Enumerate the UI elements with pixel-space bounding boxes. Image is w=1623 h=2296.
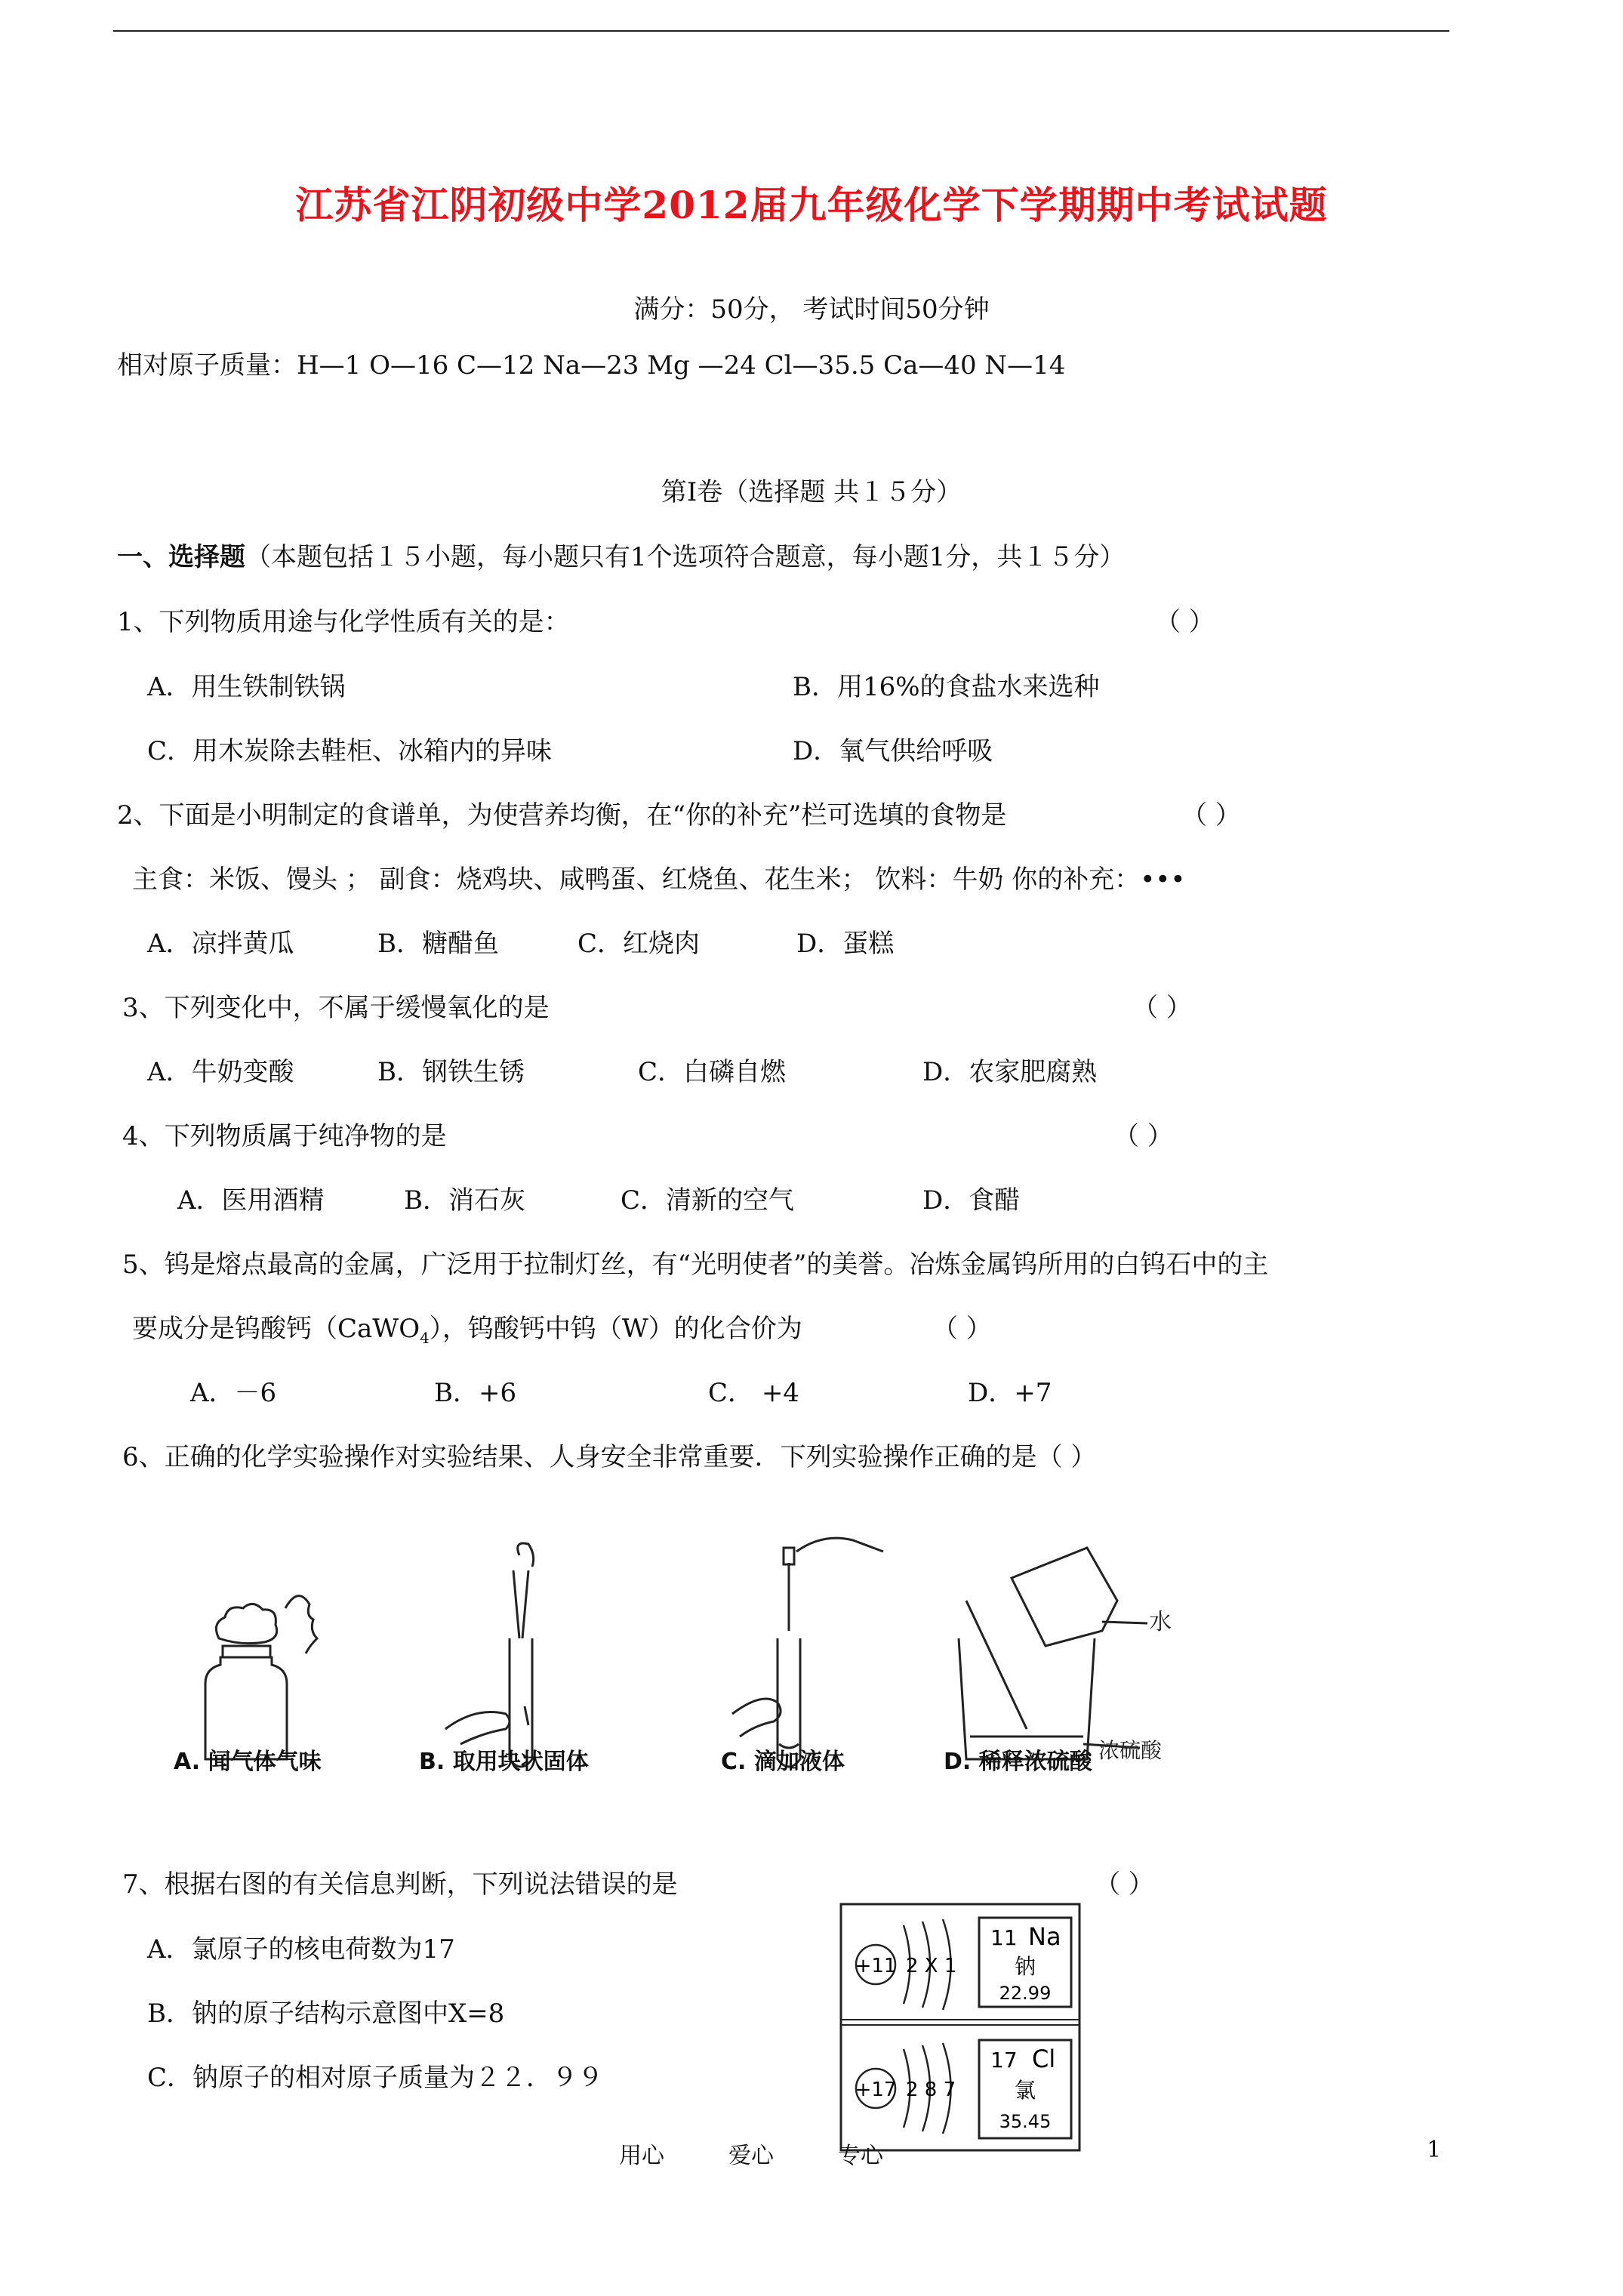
- q1-option-a: A．用生铁制铁锅: [147, 672, 346, 702]
- q1-option-c: C．用木炭除去鞋柜、冰箱内的异味: [147, 736, 553, 766]
- q4-option-a: A．医用酒精: [177, 1185, 325, 1216]
- q2-option-a: A．凉拌黄瓜: [147, 929, 294, 959]
- footer-motto-3: 专心: [838, 2143, 883, 2169]
- q4-answer-paren: （ ）: [1113, 1121, 1173, 1151]
- q3-option-b: B．钢铁生锈: [377, 1057, 525, 1087]
- q2-menu: 主食：米饭、馒头 ； 副食：烧鸡块、咸鸭蛋、红烧鱼、花生米； 饮料：牛奶 你的补充：•••: [132, 864, 1186, 895]
- q2-option-c: C．红烧肉: [577, 929, 701, 959]
- q4-option-b: B．消石灰: [404, 1185, 525, 1216]
- footer-motto-1: 用心: [619, 2143, 664, 2169]
- drop-liquid-illustration: [732, 1538, 883, 1767]
- q4-option-d: D．食醋: [922, 1185, 1021, 1216]
- cl-shells: 2 8 7: [906, 2079, 956, 2101]
- q2-option-b: B．糖醋鱼: [377, 929, 499, 959]
- cl-mass: 35.45: [999, 2111, 1052, 2132]
- q6-caption-a: A. 闻气体气味: [174, 1749, 322, 1775]
- q2-stem: 2、下面是小明制定的食谱单，为使营养均衡，在“你的补充”栏可选填的食物是: [117, 800, 1007, 831]
- na-symbol: Na: [1028, 1922, 1061, 1951]
- dilute-acid-illustration: [959, 1548, 1147, 1759]
- q5-stem-line1: 5、钨是熔点最高的金属，广泛用于拉制灯丝，有“光明使者”的美誉。冶炼金属钨所用的白钨石中的主: [122, 1250, 1269, 1280]
- q3-option-a: A．牛奶变酸: [147, 1057, 294, 1087]
- q1-answer-paren: （ ）: [1155, 607, 1215, 637]
- page-number: 1: [1427, 2137, 1442, 2163]
- q5-option-d: D．+7: [968, 1378, 1052, 1408]
- header-rule: [113, 30, 1449, 32]
- smell-gas-illustration: [205, 1596, 317, 1759]
- na-nucleus: +11: [855, 1955, 897, 1977]
- label-water: 水: [1149, 1609, 1172, 1635]
- part-title: 第Ⅰ卷（选择题 共１５分）: [661, 477, 962, 507]
- q1-stem: 1、下列物质用途与化学性质有关的是：: [117, 607, 570, 637]
- q5-subscript: 4: [420, 1328, 430, 1347]
- q3-stem: 3、下列变化中，不属于缓慢氧化的是: [122, 993, 550, 1023]
- take-solid-illustration: [445, 1543, 534, 1767]
- q6-caption-b: B. 取用块状固体: [419, 1749, 589, 1775]
- page-title: 江苏省江阴初级中学2012届九年级化学下学期期中考试试题: [295, 183, 1328, 227]
- na-shells: 2 X 1: [906, 1955, 957, 1977]
- cl-nucleus: +17: [855, 2079, 897, 2101]
- q2-answer-paren: （ ）: [1181, 800, 1241, 831]
- q6-caption-c: C. 滴加液体: [721, 1749, 845, 1775]
- na-name: 钠: [1014, 1954, 1036, 1979]
- q5-stem-line2-post: ），钨酸钙中钨（W）的化合价为: [429, 1314, 802, 1344]
- q4-stem: 4、下列物质属于纯净物的是: [122, 1121, 447, 1151]
- section-rules: （本题包括１５小题，每小题只有1个选项符合题意，每小题1分，共１５分）: [245, 542, 1126, 572]
- q4-option-c: C．清新的空气: [621, 1185, 795, 1216]
- q3-option-c: C．白磷自燃: [638, 1057, 787, 1087]
- q3-option-d: D．农家肥腐熟: [922, 1057, 1098, 1087]
- section-instruction: [117, 542, 1125, 572]
- score-time: 满分：50分， 考试时间50分钟: [633, 294, 990, 325]
- q7-option-c: C．钠原子的相对原子质量为２２．９９: [147, 2063, 604, 2093]
- label-conc-acid: 浓硫酸: [1098, 1738, 1163, 1763]
- q7-stem: 7、根据右图的有关信息判断，下列说法错误的是: [122, 1869, 678, 1900]
- q6-stem: 6、正确的化学实验操作对实验结果、人身安全非常重要．下列实验操作正确的是（ ）: [122, 1442, 1097, 1472]
- q1-option-d: D．氧气供给呼吸: [793, 736, 993, 766]
- q5-option-b: B．+6: [434, 1378, 517, 1408]
- cl-name: 氯: [1014, 2078, 1036, 2103]
- q1-option-b: B．用16%的食盐水来选种: [793, 672, 1100, 702]
- q5-answer-paren: （ ）: [932, 1314, 992, 1344]
- q5-option-c: C． +4: [708, 1378, 799, 1408]
- atom-info-figure: [839, 1903, 1081, 2152]
- q7-answer-paren: （ ）: [1095, 1869, 1154, 1900]
- cl-symbol: Cl: [1032, 2045, 1056, 2073]
- q6-caption-d: D. 稀释浓硫酸: [944, 1749, 1092, 1775]
- q7-option-a: A．氯原子的核电荷数为17: [147, 1934, 455, 1965]
- cl-number: 17: [990, 2048, 1018, 2073]
- q5-stem-line2-pre: 要成分是钨酸钙（CaWO: [132, 1314, 420, 1344]
- atomic-masses: 相对原子质量：H—1 O—16 C—12 Na—23 Mg —24 Cl—35.5 Ca—40 N—14: [117, 350, 1066, 381]
- footer-motto-2: 爱心: [728, 2143, 774, 2169]
- q2-option-d: D．蛋糕: [796, 929, 895, 959]
- q3-answer-paren: （ ）: [1132, 993, 1192, 1023]
- section-label: 一、选择题: [117, 542, 245, 572]
- na-number: 11: [990, 1925, 1018, 1950]
- q5-stem-line2: [132, 1314, 802, 1353]
- na-mass: 22.99: [999, 1983, 1052, 2004]
- q5-option-a: A．－6: [190, 1378, 277, 1408]
- q7-option-b: B．钠的原子结构示意图中X=8: [147, 1999, 505, 2029]
